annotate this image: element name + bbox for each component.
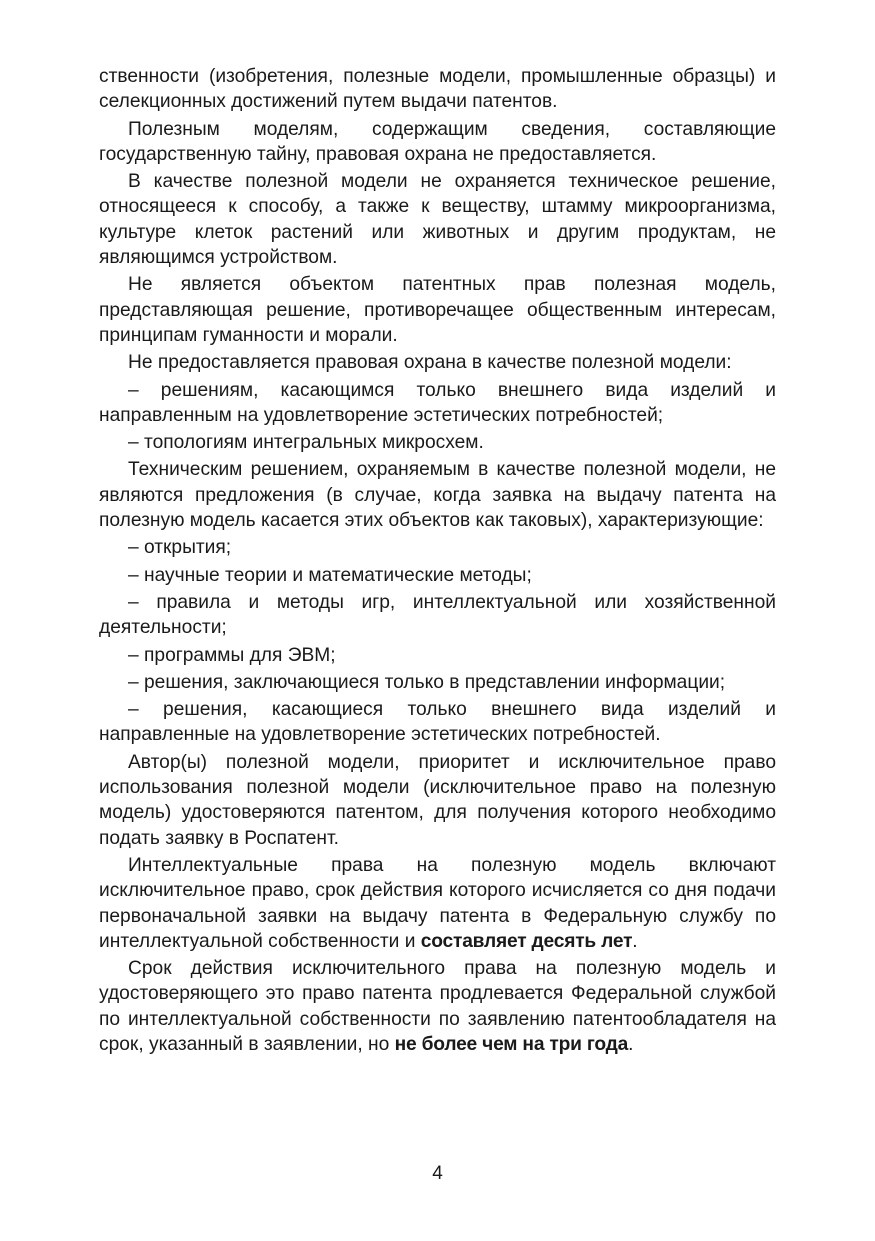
list-item xyxy=(99,670,776,695)
paragraph xyxy=(99,350,776,375)
emphasized-text: не более чем на три года xyxy=(394,1033,629,1055)
paragraph-text: – топологиям интегральных микросхем. xyxy=(128,432,484,454)
paragraph xyxy=(99,956,776,1057)
page-number: 4 xyxy=(432,1163,443,1184)
paragraph xyxy=(99,64,776,115)
paragraph-text: Автор(ы) полезной модели, приоритет и исключительное право использования полезной модели (исключительное право на полезную модель) удостоверяются патентом, для получения которого необходимо подать заявку в Роспатент. xyxy=(99,751,776,849)
paragraph-text: Срок действия исключительного права на полезную модель и удостоверяющего это право патента продлевается Федеральной службой по интеллектуальной собственности по заявлению патентообладателя на срок, указанный в заявлении, но xyxy=(99,958,776,1055)
list-item xyxy=(99,430,776,455)
list-item xyxy=(99,378,776,429)
list-item xyxy=(99,535,776,560)
paragraph-text: – правила и методы игр, интеллектуальной или хозяйственной деятельности; xyxy=(99,591,776,639)
paragraph-text: – открытия; xyxy=(128,537,232,559)
list-item xyxy=(99,643,776,668)
paragraph xyxy=(99,457,776,533)
paragraph-text: Интеллектуальные права на полезную модель включают исключительное право, срок действия которого исчисляется со дня подачи первоначальной заявки на выдачу патента в Федеральную службу по интеллектуальной собственности и xyxy=(99,854,776,952)
list-item xyxy=(99,563,776,588)
paragraph xyxy=(99,169,776,270)
paragraph-text: – научные теории и математические методы; xyxy=(128,564,532,586)
paragraph-text: Не является объектом патентных прав полезная модель, представляющая решение, противоречащее общественным интересам, принципам гуманности и морали. xyxy=(99,274,776,346)
paragraph-text: . xyxy=(628,1033,634,1055)
paragraph-text: Полезным моделям, содержащим сведения, составляющие государственную тайну, правовая охрана не предоставляется. xyxy=(99,118,776,165)
paragraph-text: . xyxy=(632,930,638,952)
page-text-body xyxy=(99,64,776,1059)
paragraph-text: – решения, касающиеся только внешнего вида изделий и направленные на удовлетворение эстетических потребностей. xyxy=(99,699,776,746)
paragraph-text: Не предоставляется правовая охрана в качестве полезной модели: xyxy=(128,352,732,374)
paragraph-text: – программы для ЭВМ; xyxy=(128,644,336,666)
list-item xyxy=(99,697,776,748)
paragraph-text: Техническим решением, охраняемым в качестве полезной модели, не являются предложения (в случае, когда заявка на выдачу патента на полезную модель касается этих объектов как таковых), характеризующие: xyxy=(99,459,776,532)
paragraph xyxy=(99,117,776,168)
list-item xyxy=(99,590,776,641)
paragraph-text: В качестве полезной модели не охраняется техническое решение, относящееся к способу, а также к веществу, штамму микроорганизма, культуре клеток растений или животных и другим продуктам, не являющимся устройством. xyxy=(99,171,776,269)
emphasized-text: составляет десять лет xyxy=(420,930,633,952)
paragraph xyxy=(99,853,776,954)
paragraph-text: – решениям, касающимся только внешнего вида изделий и направленным на удовлетворение эстетических потребностей; xyxy=(99,379,776,426)
paragraph-text: ственности (изобретения, полезные модели, промышленные образцы) и селекционных достижений путем выдачи патентов. xyxy=(99,66,776,113)
paragraph xyxy=(99,750,776,851)
paragraph-text: – решения, заключающиеся только в представлении информации; xyxy=(128,671,726,693)
paragraph xyxy=(99,272,776,348)
